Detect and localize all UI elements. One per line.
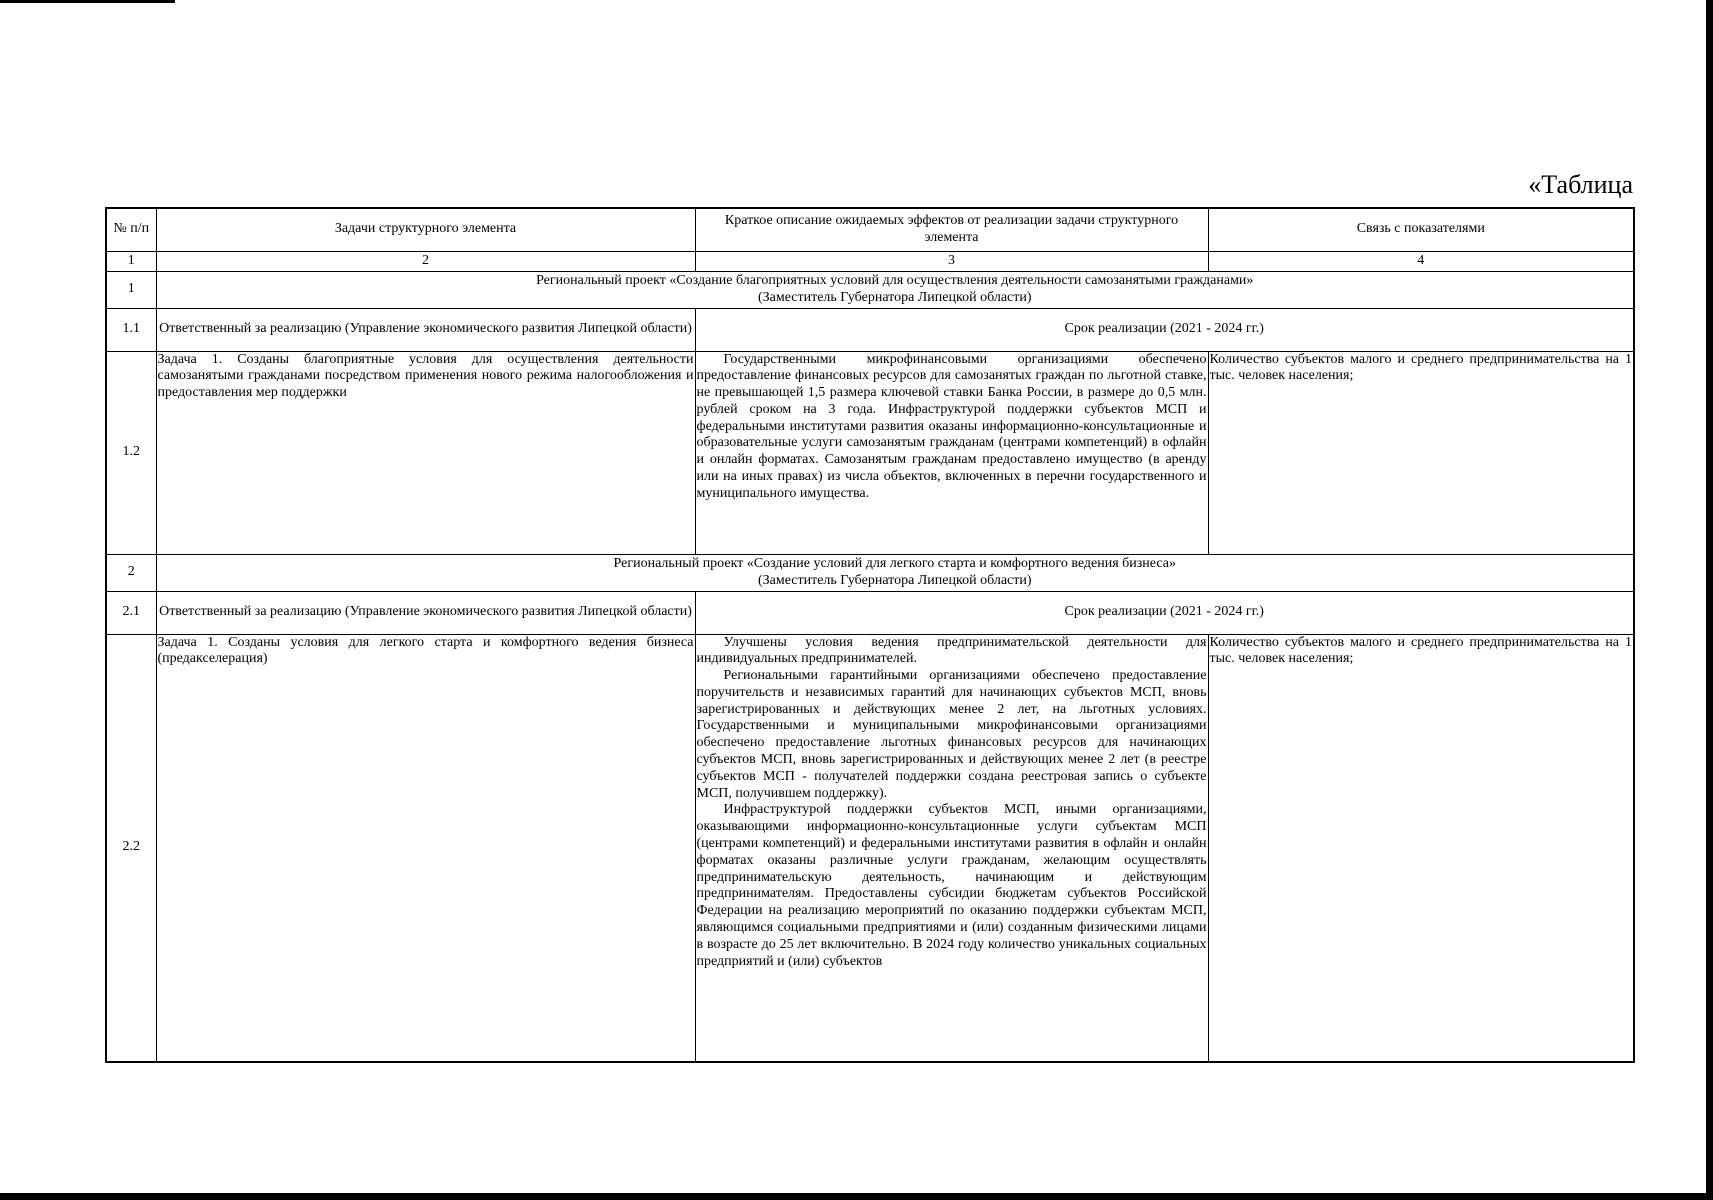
section-num: 2 <box>106 554 156 591</box>
effect-paragraph: Государственными микрофинансовыми организациями обеспечено предоставление финансовых ресурсов для самозанятых граждан по льготной ставке, не превышающей 1,5 размера ключевой ставки Банка России, в размере до 0,5 млн. рублей сроком на 3 года. Инфраструктурой поддержки субъектов МСП и федеральными институтами развития оказаны информационно-консультационные и образовательные услуги самозанятым гражданам (центрами компетенций) в офлайн и онлайн форматах. Самозанятым гражданам предоставлено имущество (в аренду или на иных правах) из числа объектов, включенных в перечни государственного и муниципального имущества. <box>696 351 1207 501</box>
effect-paragraph: Улучшены условия ведения предпринимательской деятельности для индивидуальных предпринимателей. <box>696 634 1207 667</box>
col-number-4: 4 <box>1208 251 1634 271</box>
effect-paragraph: Инфраструктурой поддержки субъектов МСП, иными организациями, оказывающими информационно-консультационные услуги субъектам МСП (центрами компетенций) и федеральными институтами развития в офлайн и онлайн форматах оказаны различные услуги гражданам, желающим осуществлять предпринимательскую деятельность, начинающим и действующим предпринимателям. Предоставлены субсидии бюджетам субъектов Российской Федерации на реализацию мероприятий по оказанию поддержки субъектам МСП, являющимся социальными предприятиями и (или) созданным физическими лицами в возрасте до 25 лет включительно. В 2024 году количество уникальных социальных предприятий и (или) субъектов <box>696 802 1207 969</box>
header-link: Связь с показателями <box>1208 208 1634 251</box>
task-text: Задача 1. Созданы благоприятные условия для осуществления деятельности самозанятыми гражданами посредством применения нового режима налогообложения и предоставления мер поддержки <box>156 351 695 554</box>
structural-elements-table <box>105 207 1635 1063</box>
task-num: 1.2 <box>106 351 156 554</box>
section-title-cell <box>156 554 1634 591</box>
scan-edge-top <box>0 0 175 3</box>
indicator-text: Количество субъектов малого и среднего предпринимательства на 1 тыс. человек населения; <box>1208 634 1634 1062</box>
scan-edge-right <box>1706 0 1713 1200</box>
task-num: 2.2 <box>106 634 156 1062</box>
section-subtitle: (Заместитель Губернатора Липецкой области) <box>757 289 1032 305</box>
responsible-text: Ответственный за реализацию (Управление экономического развития Липецкой области) <box>156 591 695 634</box>
implementation-term: Срок реализации (2021 - 2024 гг.) <box>695 591 1634 634</box>
scan-edge-bottom <box>0 1193 1713 1200</box>
task-row <box>106 351 1634 554</box>
effects-cell <box>695 351 1208 554</box>
effects-cell <box>695 634 1208 1062</box>
responsible-row <box>106 591 1634 634</box>
table-heading: «Таблица <box>1528 170 1633 199</box>
section-title: Региональный проект «Создание условий для легкого старта и комфортного ведения бизнеса» <box>613 555 1176 571</box>
header-effects: Краткое описание ожидаемых эффектов от реализации задачи структурного элемента <box>695 208 1208 251</box>
section-row <box>106 554 1634 591</box>
responsible-row <box>106 308 1634 351</box>
responsible-text: Ответственный за реализацию (Управление экономического развития Липецкой области) <box>156 308 695 351</box>
section-subtitle: (Заместитель Губернатора Липецкой области) <box>757 572 1032 588</box>
effect-paragraph: Региональными гарантийными организациями обеспечено предоставление поручительств и независимых гарантий для начинающих субъектов МСП, вновь зарегистрированных и действующих менее 2 лет, на льготных условиях. Государственными и муниципальными микрофинансовыми организациями обеспечено предоставление льготных финансовых ресурсов для начинающих субъектов МСП, вновь зарегистрированных и действующих менее 2 лет (в реестре субъектов МСП - получателей поддержки создана реестровая запись о субъекте МСП, получившем поддержку). <box>696 668 1207 801</box>
task-row <box>106 634 1634 1062</box>
section-num: 1 <box>106 271 156 308</box>
indicator-text: Количество субъектов малого и среднего предпринимательства на 1 тыс. человек населения; <box>1208 351 1634 554</box>
col-number-3: 3 <box>695 251 1208 271</box>
col-number-2: 2 <box>156 251 695 271</box>
section-title-cell <box>156 271 1634 308</box>
column-numbers-row <box>106 251 1634 271</box>
task-text: Задача 1. Созданы условия для легкого старта и комфортного ведения бизнеса (предакселерация) <box>156 634 695 1062</box>
responsible-num: 2.1 <box>106 591 156 634</box>
col-number-1: 1 <box>106 251 156 271</box>
header-num: № п/п <box>106 208 156 251</box>
header-row <box>106 208 1634 251</box>
section-title: Региональный проект «Создание благоприятных условий для осуществления деятельности самозанятыми гражданами» <box>536 272 1254 288</box>
header-tasks: Задачи структурного элемента <box>156 208 695 251</box>
implementation-term: Срок реализации (2021 - 2024 гг.) <box>695 308 1634 351</box>
responsible-num: 1.1 <box>106 308 156 351</box>
section-row <box>106 271 1634 308</box>
